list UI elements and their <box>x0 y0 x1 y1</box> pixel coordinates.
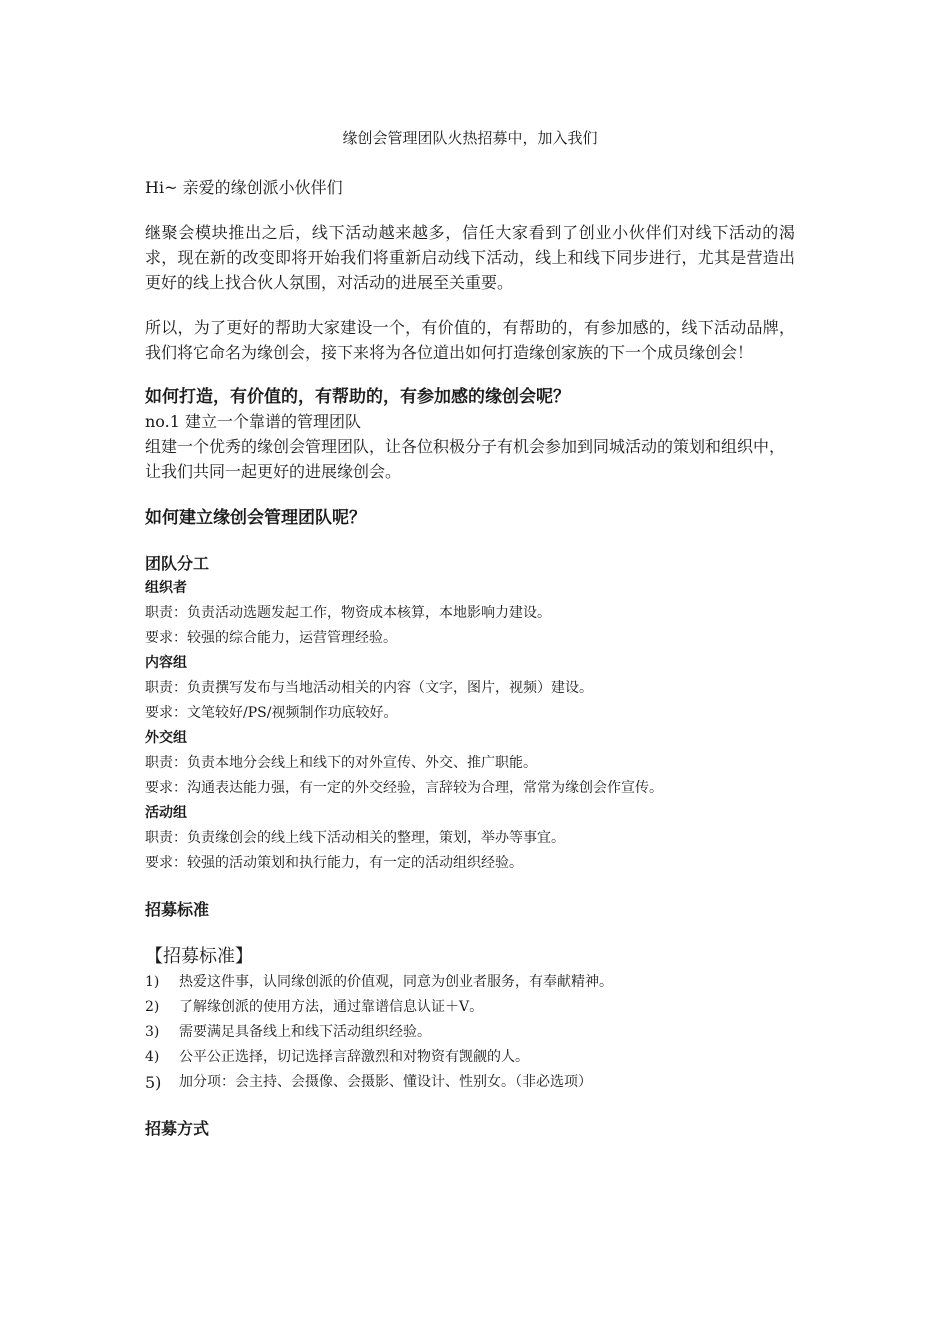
role-activity-group <box>145 801 795 876</box>
list-item <box>145 1020 795 1045</box>
list-item <box>145 995 795 1020</box>
role-duty: 职责：负责撰写发布与当地活动相关的内容（文字，图片，视频）建设。 <box>145 680 593 696</box>
list-text: 公平公正选择，切记选择言辞激烈和对物资有觊觎的人。 <box>179 1049 529 1065</box>
document-title: 缘创会管理团队火热招募中，加入我们 <box>342 129 598 147</box>
list-number: 2) <box>145 999 160 1015</box>
list-text: 加分项：会主持、会摄像、会摄影、懂设计、性别女。（非必选项） <box>179 1074 592 1090</box>
greeting-line: Hi~ 亲爱的缘创派小伙伴们 <box>145 178 343 197</box>
role-duty: 职责：负责活动选题发起工作，物资成本核算，本地影响力建设。 <box>145 605 551 621</box>
document-page <box>145 126 795 1141</box>
role-requirement: 要求：较强的综合能力，运营管理经验。 <box>145 630 397 646</box>
role-duty: 职责：负责缘创会的线上线下活动相关的整理，策划，举办等事宜。 <box>145 830 565 846</box>
role-name: 内容组 <box>145 655 187 671</box>
spacer <box>145 922 795 944</box>
section2-heading: 如何建立缘创会管理团队呢？ <box>145 508 366 528</box>
role-organizer <box>145 576 795 651</box>
list-text: 需要满足具备线上和线下活动组织经验。 <box>179 1024 431 1040</box>
list-text: 了解缘创派的使用方法，通过靠谱信息认证＋V。 <box>179 999 484 1015</box>
role-name: 活动组 <box>145 805 187 821</box>
list-item <box>145 1070 795 1095</box>
recruit-heading: 招募标准 <box>145 900 210 919</box>
section1-subheading: no.1 建立一个靠谱的管理团队 <box>145 412 362 431</box>
spacer <box>145 876 795 898</box>
recruit-bracket-title: 【招募标准】 <box>145 946 253 967</box>
role-name: 组织者 <box>145 580 187 596</box>
recruit-criteria-list <box>145 970 795 1095</box>
role-name: 外交组 <box>145 730 187 746</box>
role-duty: 职责：负责本地分会线上和线下的对外宣传、外交、推广职能。 <box>145 755 537 771</box>
intro-paragraph-2: 所以，为了更好的帮助大家建设一个，有价值的，有帮助的，有参加感的，线下活动品牌，我们将它命名为缘创会，接下来将为各位道出如何打造缘创家族的下一个成员缘创会！ <box>145 318 795 362</box>
team-heading: 团队分工 <box>145 554 210 573</box>
list-number: 4) <box>145 1049 160 1065</box>
list-text: 热爱这件事，认同缘创派的价值观，同意为创业者服务，有奉献精神。 <box>179 974 613 990</box>
role-outreach-group <box>145 726 795 801</box>
spacer <box>145 1095 795 1117</box>
list-number: 5) <box>145 1073 162 1092</box>
section1-heading: 如何打造，有价值的，有帮助的，有参加感的缘创会呢？ <box>145 387 570 407</box>
spacer <box>145 530 795 552</box>
list-number: 1) <box>145 974 160 990</box>
intro-paragraph-1: 继聚会模块推出之后，线下活动越来越多，信任大家看到了创业小伙伴们对线下活动的渴求，现在新的改变即将开始我们将重新启动线下活动，线上和线下同步进行，尤其是营造出更好的线上找合伙人氛围，对活动的进展至关重要。 <box>145 223 795 292</box>
role-requirement: 要求：沟通表达能力强，有一定的外交经验，言辞较为合理，常常为缘创会作宣传。 <box>145 780 663 796</box>
method-heading: 招募方式 <box>145 1119 210 1138</box>
role-requirement: 要求：较强的活动策划和执行能力，有一定的活动组织经验。 <box>145 855 523 871</box>
list-item <box>145 1045 795 1070</box>
role-requirement: 要求：文笔较好/PS/视频制作功底较好。 <box>145 705 398 721</box>
role-content-group <box>145 651 795 726</box>
section1-body: 组建一个优秀的缘创会管理团队，让各位积极分子有机会参加到同城活动的策划和组织中，让我们共同一起更好的进展缘创会。 <box>145 437 786 481</box>
spacer <box>145 484 795 506</box>
list-number: 3) <box>145 1024 160 1040</box>
list-item <box>145 970 795 995</box>
